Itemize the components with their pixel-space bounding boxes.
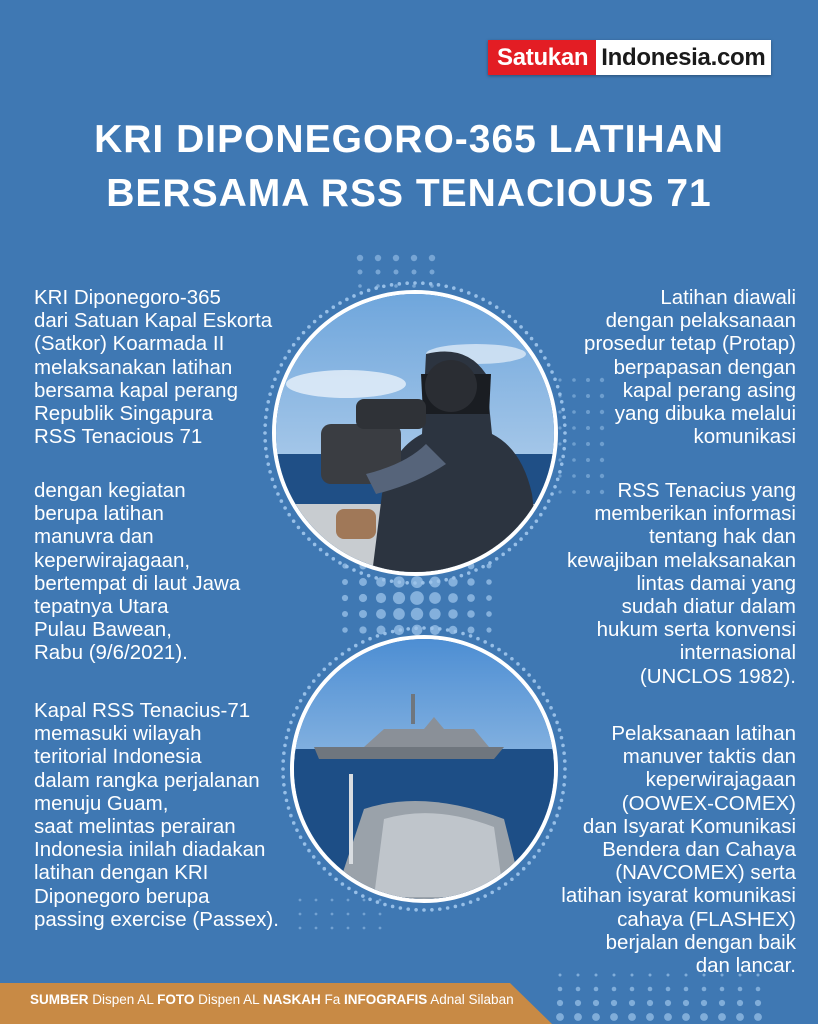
decor-dot — [361, 640, 365, 644]
decor-dot — [665, 1000, 671, 1006]
decor-dot — [342, 627, 348, 633]
decor-dot — [575, 1000, 581, 1006]
decor-dot — [430, 284, 434, 288]
decor-dot — [376, 284, 380, 288]
decor-dot — [467, 594, 475, 602]
decor-dot — [572, 458, 576, 462]
decor-dot — [347, 887, 351, 891]
decor-dot — [347, 913, 350, 916]
decor-dot — [358, 284, 362, 288]
decor-dot — [341, 882, 345, 886]
decor-dot — [368, 897, 372, 901]
decor-dot — [574, 1013, 582, 1021]
decor-dot — [461, 903, 465, 907]
decor-dot — [486, 579, 492, 585]
decor-dot — [549, 706, 553, 710]
decor-dot — [377, 626, 386, 635]
decor-dot — [467, 578, 474, 585]
decor-dot — [347, 648, 351, 652]
decor-dot — [367, 574, 371, 578]
decor-dot — [444, 284, 448, 288]
decor-dot — [379, 927, 382, 930]
decor-dot — [342, 595, 348, 601]
decor-dot — [376, 634, 380, 638]
decor-dot — [429, 255, 435, 261]
decor-dot — [486, 611, 492, 617]
decor-dot — [359, 610, 367, 618]
decor-dot — [412, 625, 423, 636]
decor-dot — [572, 474, 576, 478]
decor-dot — [666, 987, 671, 992]
decor-dot — [448, 609, 458, 619]
decor-dot — [552, 713, 556, 717]
decor-dot — [646, 1013, 654, 1021]
decor-dot — [483, 640, 487, 644]
decor-dot — [558, 458, 561, 461]
credit-label-infografis: INFOGRAFIS — [344, 992, 428, 1007]
decor-dot — [487, 564, 492, 569]
decor-dot — [737, 1000, 743, 1006]
decor-dot — [382, 284, 386, 288]
right-paragraph-3: Pelaksanaan latihan manuver taktis dan keperwirajagaan (OOWEX-COMEX) dan Isyarat Komunikasi Bendera dan Cahaya (NAVCOMEX) serta latihan isyarat komunikasi cahaya (FLASHEX) berjalan dengan baik dan lancar. — [561, 722, 796, 978]
decor-dot — [341, 652, 345, 656]
decor-dot — [359, 626, 366, 633]
decor-dot — [467, 291, 471, 295]
decor-dot — [429, 608, 440, 619]
decor-dot — [357, 255, 363, 261]
decor-dot — [312, 679, 316, 683]
decor-dot — [393, 608, 405, 620]
decor-dot — [469, 900, 473, 904]
decor-dot — [379, 913, 382, 916]
decor-dot — [486, 627, 491, 632]
decor-dot — [593, 1000, 599, 1006]
decor-dot — [358, 270, 363, 275]
decor-dot — [347, 899, 350, 902]
decor-dot — [630, 987, 635, 992]
decor-dot — [393, 576, 404, 587]
decor-dot — [460, 289, 464, 293]
decor-dot — [700, 1013, 708, 1021]
decor-dot — [317, 673, 321, 677]
decor-dot — [422, 626, 426, 630]
decor-dot — [664, 1013, 672, 1021]
decor-dot — [414, 908, 418, 912]
decor-dot — [430, 625, 440, 635]
decor-dot — [483, 894, 487, 898]
decor-dot — [438, 907, 442, 911]
title-line-1: KRI DIPONEGORO-365 LATIHAN — [94, 118, 724, 161]
decor-dot — [561, 455, 565, 459]
decor-dot — [756, 987, 761, 992]
decor-dot — [303, 692, 307, 696]
decor-dot — [411, 255, 417, 261]
decor-dot — [363, 913, 366, 916]
decor-dot — [476, 897, 480, 901]
decor-dot — [476, 637, 480, 641]
logo-part-indonesia: Indonesia.com — [596, 40, 771, 75]
decor-dot — [363, 927, 366, 930]
decor-dot — [393, 255, 399, 261]
decor-dot — [576, 987, 581, 992]
credit-label-naskah: NASKAH — [262, 992, 321, 1007]
decor-dot — [338, 301, 342, 305]
decor-dot — [701, 1000, 707, 1006]
decor-dot — [406, 907, 410, 911]
decor-dot — [368, 637, 372, 641]
decor-dot — [376, 900, 380, 904]
decor-dot — [429, 592, 441, 604]
decor-dot — [376, 609, 386, 619]
credit-value-foto: Dispen AL — [198, 992, 260, 1007]
decor-dot — [328, 662, 332, 666]
decor-dot — [406, 627, 410, 631]
decor-dot — [448, 577, 457, 586]
decor-dot — [376, 593, 386, 603]
left-paragraph-3: Kapal RSS Tenacius-71 memasuki wilayah teritorial Indonesia dalam rangka perjalanan menuju Guam, saat melintas perairan Indonesia inilah diadakan latihan dengan KRI Diponegoro berupa passing exercise (Passex). — [34, 699, 279, 931]
decor-dot — [334, 877, 338, 881]
decor-dot — [325, 553, 329, 557]
right-paragraph-2: RSS Tenacius yang memberikan informasi tentang hak dan kewajiban melaksanakan lintas damai yang sudah diatur dalam hukum serta konvensi internasional (UNCLOS 1982). — [566, 479, 796, 688]
decor-dot — [367, 289, 371, 293]
decor-dot — [474, 568, 478, 572]
decor-dot — [594, 987, 599, 992]
decor-dot — [558, 470, 562, 474]
credit-value-infografis: Adnal Silaban — [430, 992, 514, 1007]
decor-dot — [460, 574, 464, 578]
decor-dot — [422, 908, 426, 912]
decor-dot — [410, 591, 424, 605]
title-line-2: BERSAMA RSS TENACIOUS 71 — [106, 172, 712, 215]
decor-dot — [363, 899, 366, 902]
decor-dot — [610, 1013, 618, 1021]
decor-dot — [647, 1000, 653, 1006]
decor-dot — [546, 699, 550, 703]
decor-dot — [461, 632, 465, 636]
decor-dot — [421, 281, 425, 285]
decor-dot — [556, 1013, 564, 1021]
decor-dot — [468, 627, 475, 634]
decor-dot — [354, 644, 358, 648]
decor-dot — [452, 286, 456, 290]
decor-dot — [332, 557, 336, 561]
decor-dot — [328, 872, 332, 876]
decor-dot — [600, 458, 604, 462]
decor-dot — [648, 987, 653, 992]
site-logo[interactable] — [488, 40, 771, 75]
decor-dot — [449, 626, 458, 635]
decor-dot — [354, 891, 358, 895]
decor-dot — [307, 686, 311, 690]
decor-dot — [352, 294, 356, 298]
decor-dot — [446, 906, 450, 910]
decor-dot — [437, 283, 441, 287]
decor-dot — [611, 1000, 617, 1006]
decor-dot — [754, 1013, 762, 1021]
footer-credits — [30, 992, 514, 1007]
decor-dot — [359, 594, 367, 602]
photo-sailor-camera — [272, 290, 558, 576]
decor-dot — [375, 255, 381, 261]
left-paragraph-2: dengan kegiatan berupa latihan manuvra dan keperwirajagaan, bertempat di laut Jawa tepatnya Utara Pulau Bawean, Rabu (9/6/2021). — [34, 479, 241, 665]
decor-dot — [412, 270, 417, 275]
decor-dot — [469, 634, 473, 638]
decor-dot — [398, 282, 402, 286]
decor-dot — [383, 903, 387, 907]
right-paragraph-1: Latihan diawali dengan pelaksanaan prosedur tetap (Protap) berpapasan dengan kapal perang asing yang dibuka melalui komunikasi — [584, 286, 796, 449]
decor-dot — [266, 462, 270, 466]
decor-dot — [405, 281, 409, 285]
left-paragraph-1: KRI Diponegoro-365 dari Satuan Kapal Eskorta (Satkor) Koarmada II melaksanakan latihan bersama kapal perang Republik Singapura RSS Tenacious 71 — [34, 286, 273, 449]
decor-dot — [444, 578, 448, 582]
logo-part-satukan: Satukan — [488, 40, 596, 75]
decor-dot — [325, 310, 329, 314]
decor-dot — [430, 908, 434, 912]
decor-dot — [430, 270, 435, 275]
decor-dot — [600, 474, 604, 478]
decor-dot — [331, 899, 334, 902]
decor-dot — [629, 1000, 635, 1006]
credit-value-sumber: Dispen AL — [92, 992, 154, 1007]
decor-dot — [736, 1013, 744, 1021]
decor-dot — [331, 913, 334, 916]
decor-dot — [488, 301, 492, 305]
decor-dot — [352, 568, 356, 572]
decor-dot — [359, 571, 363, 575]
decor-dot — [359, 578, 367, 586]
decor-dot — [394, 625, 404, 635]
decor-dot — [490, 891, 494, 895]
decor-dot — [542, 692, 546, 696]
credit-label-foto: FOTO — [157, 992, 195, 1007]
decor-dot — [719, 1000, 725, 1006]
decor-dot — [586, 458, 590, 462]
decor-dot — [412, 284, 416, 288]
decor-dot — [394, 270, 399, 275]
decor-dot — [411, 576, 423, 588]
decor-dot — [467, 610, 475, 618]
photo-warship — [290, 635, 558, 903]
decor-dot — [405, 581, 409, 585]
decor-dot — [322, 667, 326, 671]
decor-dot — [390, 283, 394, 287]
decor-dot — [486, 595, 492, 601]
decor-dot — [334, 657, 338, 661]
decor-dot — [628, 1013, 636, 1021]
page-title — [0, 113, 818, 221]
decor-dot — [718, 1013, 726, 1021]
decor-dot — [684, 987, 689, 992]
credit-value-naskah: Fa — [324, 992, 341, 1007]
decor-dot — [393, 592, 405, 604]
decor-dot — [592, 1013, 600, 1021]
decor-dot — [342, 611, 348, 617]
decor-dot — [361, 894, 365, 898]
decor-dot — [448, 593, 458, 603]
decor-dot — [265, 455, 269, 459]
decor-dot — [376, 577, 386, 587]
decor-dot — [558, 987, 563, 992]
decor-dot — [331, 927, 334, 930]
decor-dot — [474, 294, 478, 298]
decor-dot — [390, 579, 394, 583]
decor-dot — [411, 608, 423, 620]
decor-dot — [391, 630, 395, 634]
decor-dot — [345, 298, 349, 302]
decor-dot — [467, 571, 471, 575]
decor-dot — [342, 563, 347, 568]
decor-dot — [481, 565, 485, 569]
decor-dot — [332, 305, 336, 309]
decor-dot — [342, 579, 348, 585]
decor-dot — [454, 905, 458, 909]
decor-dot — [612, 987, 617, 992]
decor-dot — [268, 470, 272, 474]
decor-dot — [683, 1000, 689, 1006]
decor-dot — [586, 474, 590, 478]
decor-dot — [558, 474, 561, 477]
decor-dot — [376, 270, 381, 275]
decor-dot — [394, 284, 398, 288]
decor-dot — [399, 906, 403, 910]
decor-dot — [560, 462, 564, 466]
decor-dot — [682, 1013, 690, 1021]
credit-label-sumber: SUMBER — [30, 992, 89, 1007]
decor-dot — [720, 987, 725, 992]
decor-dot — [557, 1000, 563, 1006]
decor-dot — [481, 298, 485, 302]
decor-dot — [429, 576, 440, 587]
decor-dot — [347, 927, 350, 930]
decor-dot — [755, 1000, 761, 1006]
decor-dot — [379, 899, 382, 902]
decor-dot — [702, 987, 707, 992]
decor-dot — [490, 644, 494, 648]
decor-dot — [391, 905, 395, 909]
decor-dot — [738, 987, 743, 992]
decor-dot — [338, 561, 342, 565]
decor-dot — [359, 291, 363, 295]
